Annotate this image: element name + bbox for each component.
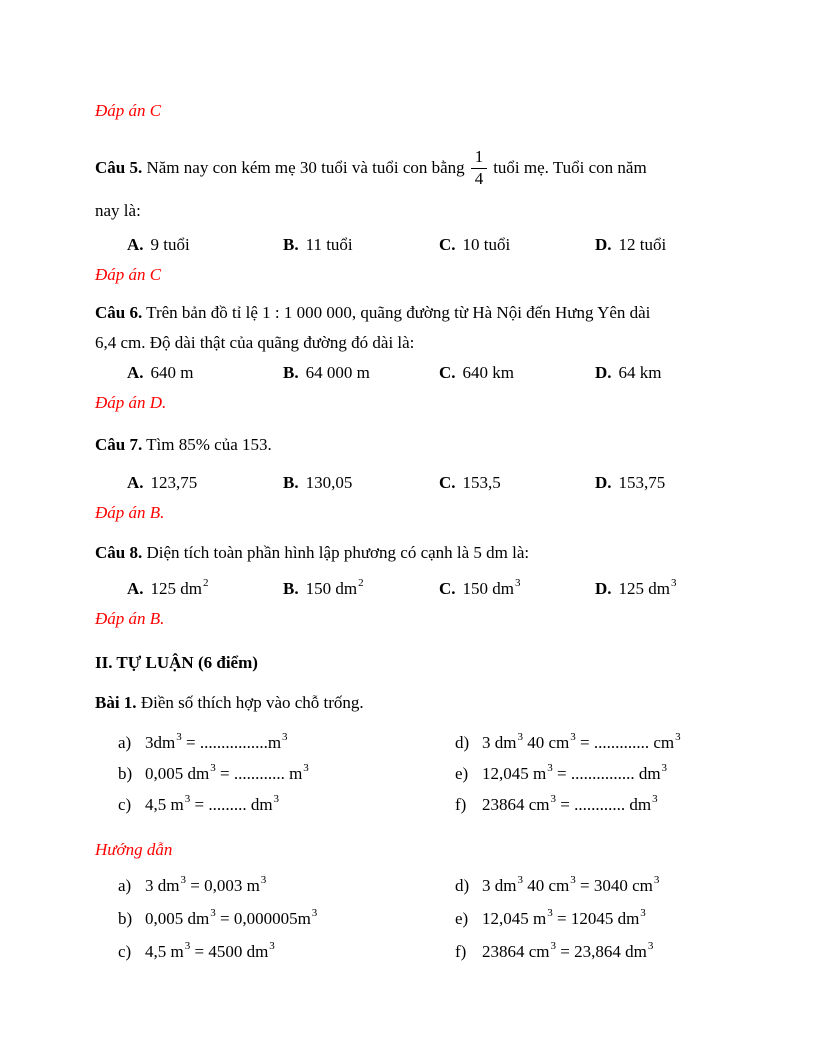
option-text: 9 tuổi	[150, 235, 190, 254]
option-text: 123,75	[150, 473, 198, 492]
question-8	[95, 538, 720, 634]
item-letter: e)	[455, 909, 469, 928]
answer-note-q7: Đáp án B.	[95, 503, 165, 522]
section-tu-luan	[95, 648, 720, 970]
option-text: 64 km	[618, 363, 662, 382]
option-letter: C.	[439, 363, 456, 382]
item-text: 4,5 $m^3 = 4500$ $dm^3$	[145, 940, 275, 961]
item-text: 12,045 $m^3 = 12045$ $dm^3$	[482, 907, 646, 928]
item-text: 4,5 $m^3$ = ......... $dm^3$	[145, 793, 280, 814]
question-6-label: Câu 6.	[95, 303, 143, 322]
question-8-text: Câu 8. Diện tích toàn phần hình lập phương có cạnh là 5 dm là:	[95, 543, 530, 562]
question-7-label: Câu 7.	[95, 435, 143, 454]
option-letter: A.	[127, 235, 144, 254]
option-a	[127, 230, 283, 260]
question-5-options	[127, 230, 720, 260]
item-letter: b)	[118, 764, 133, 783]
option-c	[439, 468, 595, 498]
question-6	[95, 298, 720, 418]
question-6-line-2: 6,4 cm. Độ dài thật của quãng đường đó dài là:	[95, 333, 415, 352]
option-d	[595, 574, 720, 604]
question-7-text: Câu 7. Tìm 85% của 153.	[95, 435, 272, 454]
option-d	[595, 358, 720, 388]
option-b	[283, 358, 439, 388]
option-a	[127, 358, 283, 388]
item-text: 0,005 $dm^3 = 0,000005m^3$	[145, 907, 318, 928]
item-text: 0,005 $dm^3$ = ............ $m^3$	[145, 762, 309, 783]
question-7	[95, 430, 720, 528]
answer-item-e	[455, 904, 720, 934]
fill-item-b	[118, 759, 455, 789]
option-letter: A.	[127, 363, 144, 382]
option-text: 150 $dm^2$	[305, 577, 364, 598]
exercise-1-title: Bài 1. Điền số thích hợp vào chỗ trống.	[95, 693, 364, 712]
answer-note-q6: Đáp án D.	[95, 393, 167, 412]
item-letter: f)	[455, 942, 467, 961]
answer-note-q8: Đáp án B.	[95, 609, 165, 628]
answer-item-d	[455, 871, 720, 901]
option-letter: A.	[127, 579, 144, 598]
option-a	[127, 468, 283, 498]
option-text: 130,05	[305, 473, 353, 492]
option-letter: D.	[595, 579, 612, 598]
option-d	[595, 468, 720, 498]
option-letter: C.	[439, 473, 456, 492]
answer-note-top: Đáp án C	[95, 101, 162, 120]
item-text: 23864 $cm^3 = 23,864$ $dm^3$	[482, 940, 654, 961]
item-letter: c)	[118, 942, 132, 961]
fill-items-right-column	[455, 728, 720, 821]
option-c	[439, 230, 595, 260]
item-letter: d)	[455, 733, 470, 752]
option-text: 64 000 m	[305, 363, 370, 382]
item-letter: a)	[118, 733, 132, 752]
item-letter: e)	[455, 764, 469, 783]
question-6-line-1: Câu 6. Trên bản đồ tỉ lệ 1 : 1 000 000, quãng đường từ Hà Nội đến Hưng Yên dài	[95, 303, 651, 322]
option-letter: D.	[595, 235, 612, 254]
question-8-label: Câu 8.	[95, 543, 143, 562]
option-text: 10 tuổi	[462, 235, 511, 254]
option-b	[283, 468, 439, 498]
fill-item-a	[118, 728, 455, 758]
option-text: 640 km	[462, 363, 515, 382]
option-b	[283, 574, 439, 604]
fraction-one-quarter	[471, 148, 488, 188]
answer-note-q5: Đáp án C	[95, 265, 162, 284]
exercise-1-label: Bài 1.	[95, 693, 137, 712]
option-text: 153,5	[462, 473, 501, 492]
question-6-options	[127, 358, 720, 388]
option-text: 11 tuổi	[305, 235, 353, 254]
option-d	[595, 230, 720, 260]
guide-heading: Hướng dẫn	[95, 840, 173, 859]
item-letter: c)	[118, 795, 132, 814]
option-letter: B.	[283, 363, 299, 382]
guide-answers	[95, 871, 720, 970]
item-text: 23864 $cm^3$ = ............ $dm^3$	[482, 793, 658, 814]
option-text: 150 $dm^3$	[462, 577, 521, 598]
option-c	[439, 358, 595, 388]
fill-item-d	[455, 728, 720, 758]
question-5	[95, 140, 720, 290]
question-8-options	[127, 574, 720, 604]
option-letter: C.	[439, 235, 456, 254]
item-text: 12,045 $m^3$ = ............... $dm^3$	[482, 762, 668, 783]
question-7-options	[127, 468, 720, 498]
option-letter: D.	[595, 473, 612, 492]
option-letter: B.	[283, 473, 299, 492]
question-5-label: Câu 5.	[95, 158, 143, 177]
option-a	[127, 574, 283, 604]
option-text: 125 $dm^3$	[618, 577, 677, 598]
answer-item-b	[118, 904, 455, 934]
item-letter: d)	[455, 876, 470, 895]
option-c	[439, 574, 595, 604]
section-heading: II. TỰ LUẬN (6 điểm)	[95, 653, 258, 672]
option-text: 153,75	[618, 473, 666, 492]
answer-item-c	[118, 937, 455, 967]
item-letter: f)	[455, 795, 467, 814]
option-letter: D.	[595, 363, 612, 382]
answer-item-f	[455, 937, 720, 967]
question-5-line-2: nay là:	[95, 201, 141, 220]
fraction-numerator: 1	[471, 148, 488, 169]
question-5-text-before: Câu 5. Năm nay con kém mẹ 30 tuổi và tuổi con bằng	[95, 158, 465, 177]
option-b	[283, 230, 439, 260]
option-text: 640 m	[150, 363, 194, 382]
fill-in-items	[95, 728, 720, 821]
option-letter: B.	[283, 579, 299, 598]
option-letter: B.	[283, 235, 299, 254]
fill-item-c	[118, 790, 455, 820]
answers-right-column	[455, 871, 720, 970]
option-letter: C.	[439, 579, 456, 598]
fill-items-left-column	[95, 728, 455, 821]
item-text: $3dm^3 = ................m^3$	[145, 731, 288, 752]
item-letter: a)	[118, 876, 132, 895]
fill-item-e	[455, 759, 720, 789]
item-letter: b)	[118, 909, 133, 928]
item-text: 3 $dm^3$ 40 $cm^3$ = ............. $cm^3$	[482, 731, 681, 752]
fraction-denominator: 4	[474, 168, 484, 188]
question-5-text-after: tuổi mẹ. Tuổi con năm	[493, 158, 647, 177]
question-5-line-1	[95, 140, 720, 196]
item-text: 3 $dm^3 = 0,003$ $m^3$	[145, 874, 267, 895]
fill-item-f	[455, 790, 720, 820]
option-text: 12 tuổi	[618, 235, 667, 254]
answers-left-column	[95, 871, 455, 970]
answer-item-a	[118, 871, 455, 901]
option-text: 125 $dm^2$	[150, 577, 209, 598]
option-letter: A.	[127, 473, 144, 492]
item-text: 3 $dm^3$ 40 $cm^3 = 3040$ $cm^3$	[482, 874, 660, 895]
